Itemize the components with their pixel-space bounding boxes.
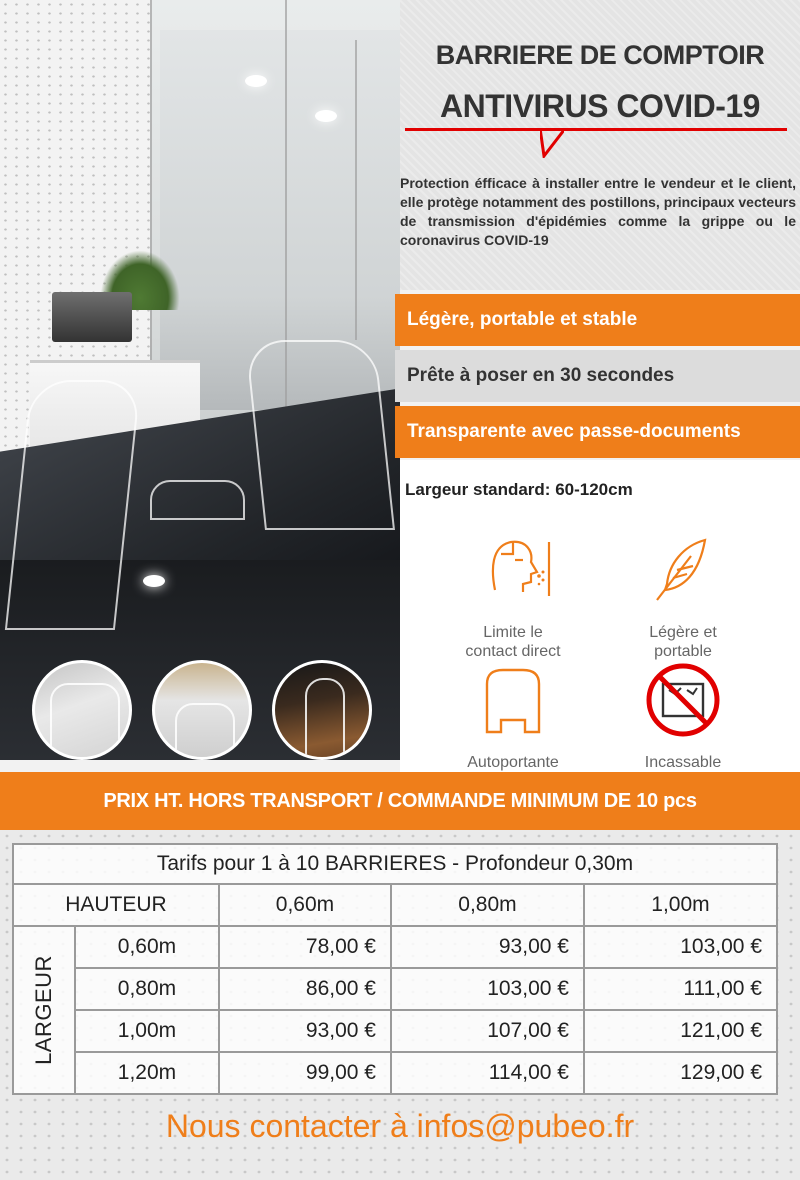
ceiling-light [315,110,337,122]
price-cell: 121,00 € [584,1010,777,1052]
width-row-label: 1,00m [75,1010,219,1052]
printer [52,292,132,342]
table-row [13,1010,777,1052]
width-row-label: 0,80m [75,968,219,1010]
height-col-header: 0,80m [391,884,584,926]
product-description: Protection éfficace à installer entre le vendeur et le client, elle protège notamment des postillons, principaux vecteurs de transmission d'épidémies comme la grippe ou le coronavirus COVID-19 [400,175,796,248]
person-sneeze-icon [473,530,553,610]
price-cell: 103,00 € [391,968,584,1010]
price-cell: 114,00 € [391,1052,584,1094]
price-cell: 103,00 € [584,926,777,968]
feature-label: portable [654,643,712,660]
height-col-header: 0,60m [219,884,391,926]
feature-label: contact direct [465,643,561,660]
price-cell: 111,00 € [584,968,777,1010]
price-cell: 93,00 € [219,1010,391,1052]
feather-icon [643,530,723,610]
feature-bar-light: Légère, portable et stable [395,294,800,346]
no-break-icon [643,660,723,740]
width-row-label: 1,20m [75,1052,219,1094]
title-line-1: BARRIERE DE COMPTOIR [435,40,765,70]
freestanding-barrier-icon [473,660,553,740]
standard-width: Largeur standard: 60-120cm [405,480,633,499]
title-line-2: ANTIVIRUS COVID-19 [440,88,760,124]
barrier-outline [245,340,395,530]
feature-light-portable [598,530,768,661]
feature-bar-transparent: Transparente avec passe-documents [395,406,800,458]
feature-label: Incassable [644,754,722,771]
table-row [13,926,777,968]
feature-bar-ready: Prête à poser en 30 secondes [395,350,800,402]
height-header: HAUTEUR [13,884,219,926]
width-header [13,926,75,1094]
table-row [13,968,777,1010]
table-caption: Tarifs pour 1 à 10 BARRIERES - Profondeur 0,30m [13,844,777,884]
price-cell: 93,00 € [391,926,584,968]
glass-edge [355,40,357,340]
detail-photo-3 [272,660,372,760]
feature-limit-contact [428,530,598,661]
table-row [13,1052,777,1094]
price-banner: PRIX HT. HORS TRANSPORT / COMMANDE MINIMUM DE 10 pcs [0,772,800,830]
price-cell: 129,00 € [584,1052,777,1094]
office-photo [0,0,400,760]
price-cell: 86,00 € [219,968,391,1010]
ceiling-light [245,75,267,87]
price-cell: 78,00 € [219,926,391,968]
price-cell: 107,00 € [391,1010,584,1052]
feature-label: Légère et [649,624,717,641]
height-col-header: 1,00m [584,884,777,926]
feature-label: Autoportante [467,754,559,771]
floor-light [143,575,165,587]
speech-tail-icon [540,128,564,158]
detail-photo-1 [32,660,132,760]
price-cell: 99,00 € [219,1052,391,1094]
feature-freestanding [428,660,598,772]
document-pass-outline [150,480,245,520]
price-table [12,843,778,1095]
width-row-label: 0,60m [75,926,219,968]
detail-photo-2 [152,660,252,760]
feature-label: Limite le [483,624,543,641]
width-header-text: LARGEUR [31,955,56,1065]
feature-unbreakable [598,660,768,772]
contact-email-link[interactable]: Nous contacter à infos@pubeo.fr [165,1108,635,1144]
title-underline [405,128,787,131]
